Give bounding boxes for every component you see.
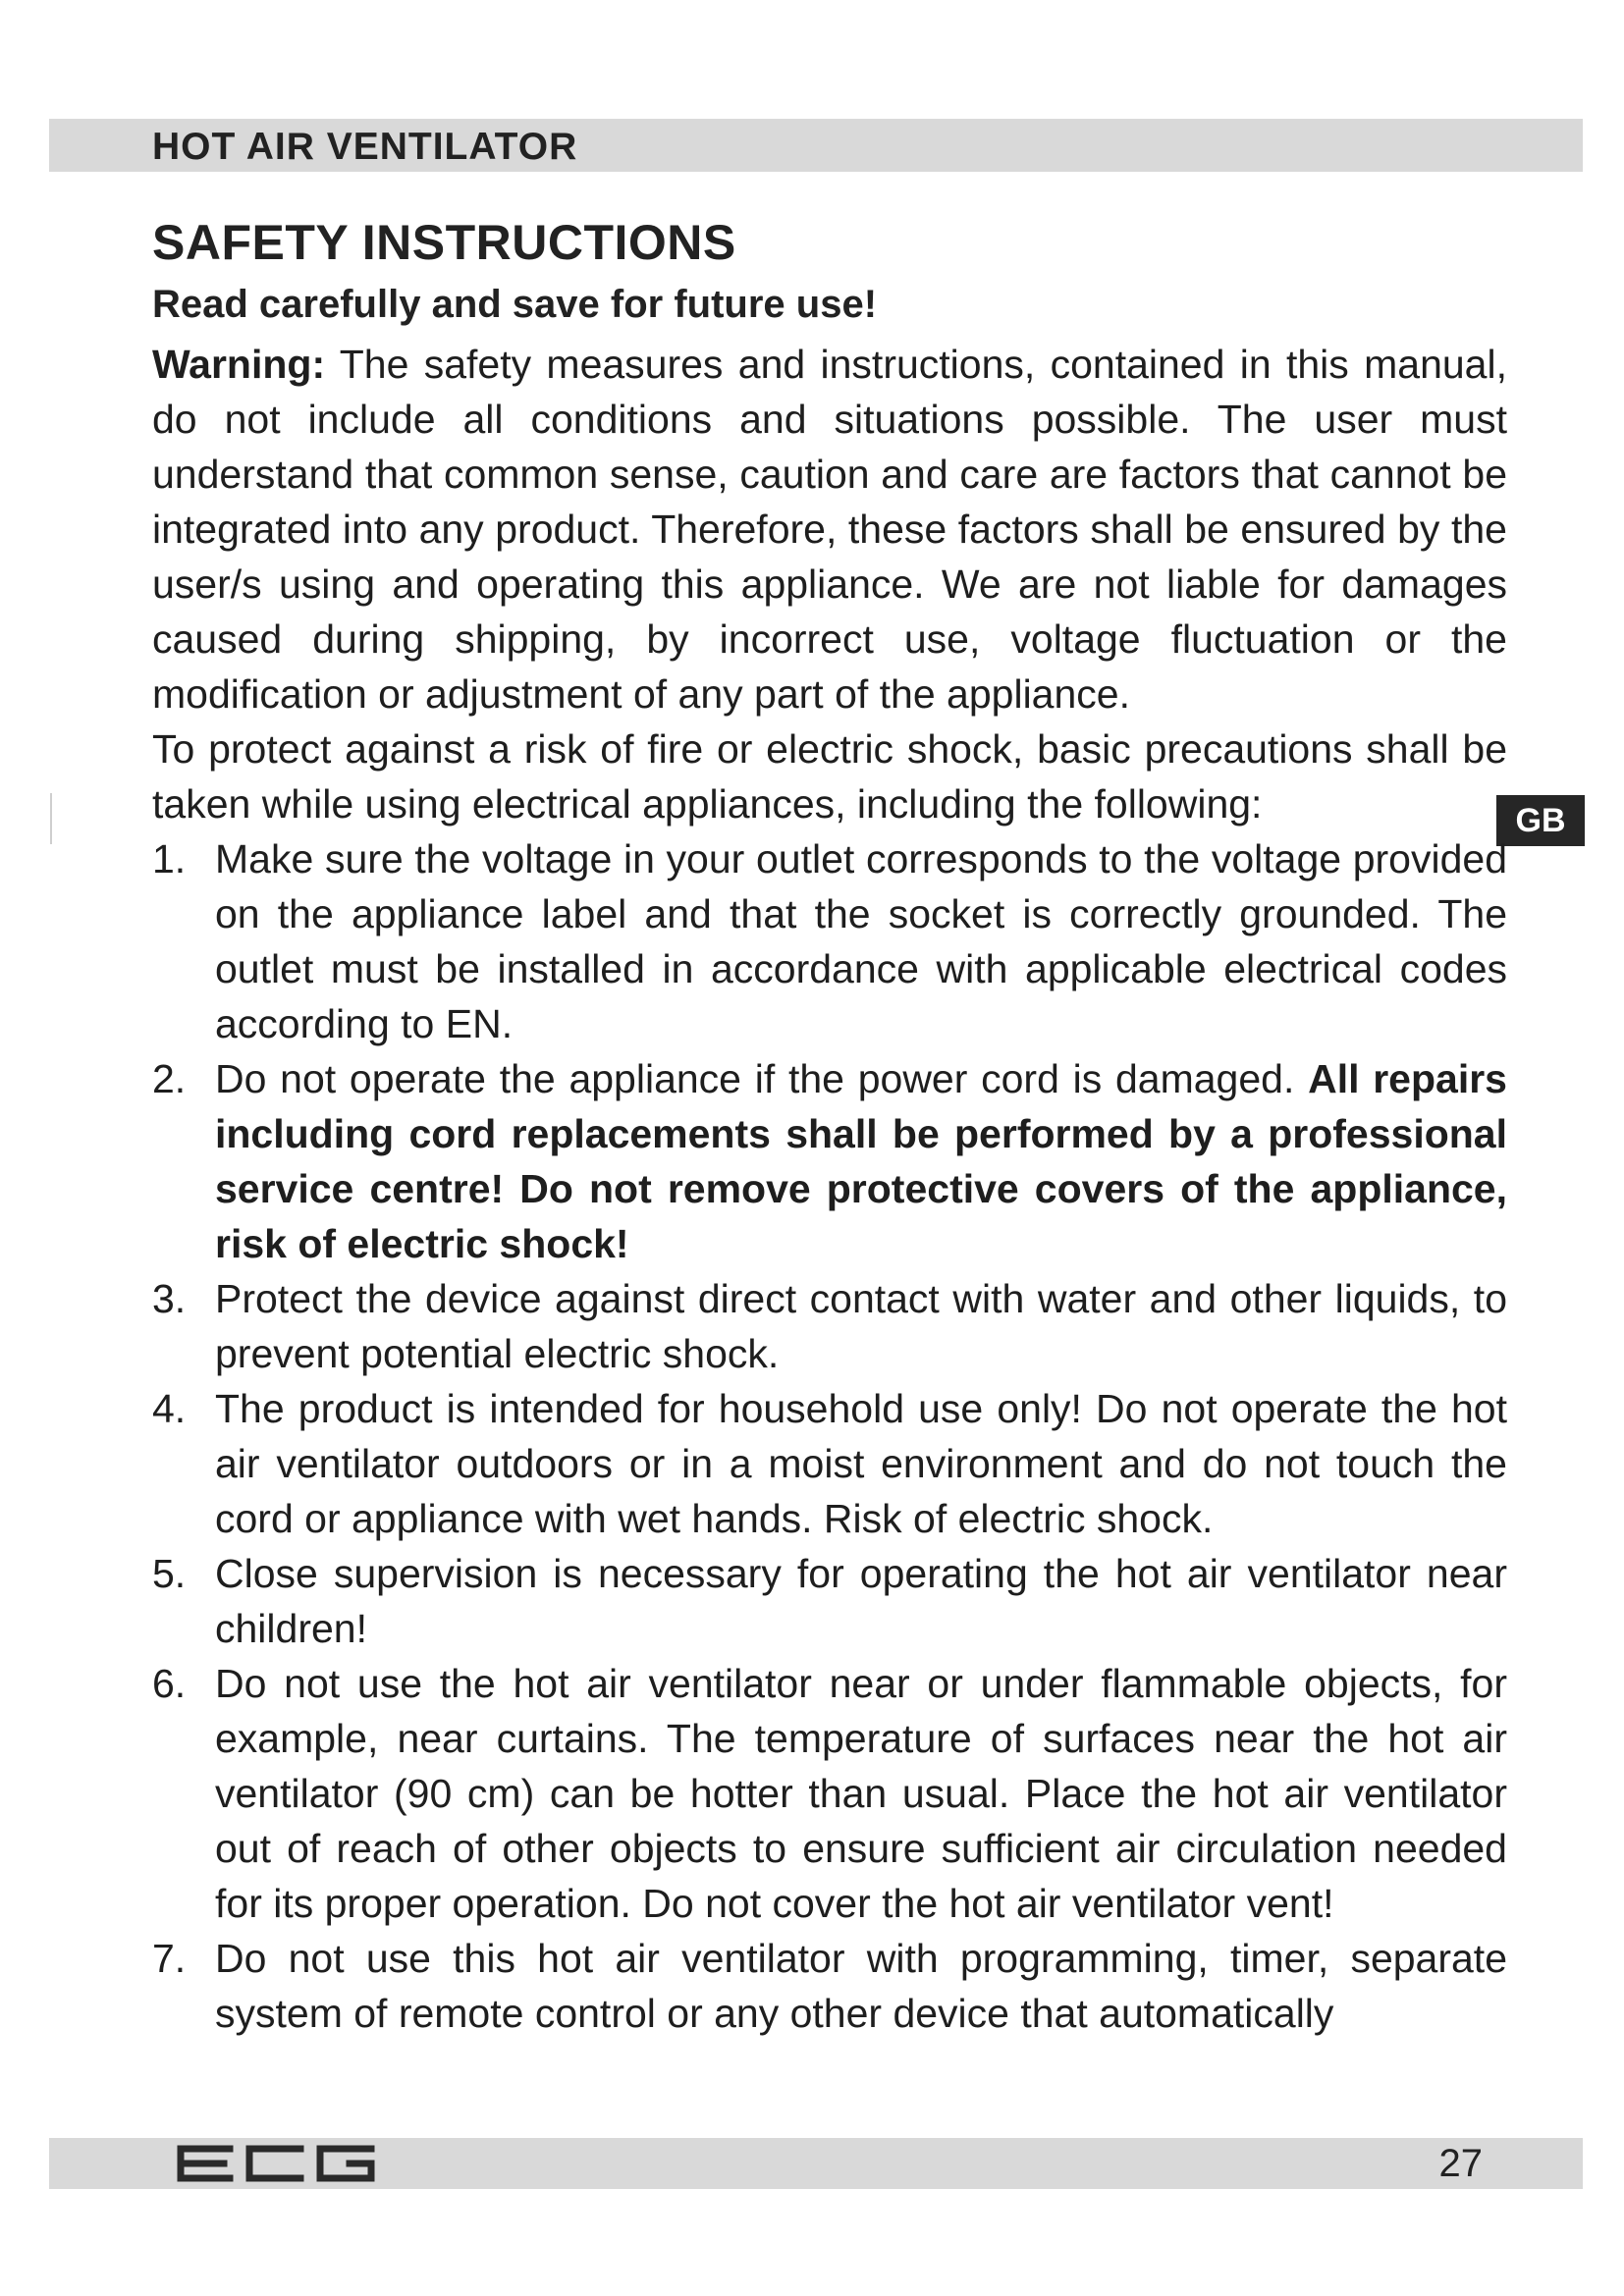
item-number: 3. [152, 1276, 187, 1321]
item-number: 2. [152, 1056, 187, 1101]
ecg-logo [173, 2144, 379, 2183]
header-bar [49, 119, 1583, 172]
item-text: Protect the device against direct contact with water and other liquids, to prevent potential electric shock. [215, 1276, 1507, 1376]
item-number: 7. [152, 1936, 187, 1981]
header-title: HOT AIR VENTILATOR [152, 126, 578, 168]
item-number: 5. [152, 1551, 187, 1596]
item-text: The product is intended for household use only! Do not operate the hot air ventilator outdoors or in a moist environment and do not touch the cord or appliance with wet hands. Risk of electric shock. [215, 1386, 1507, 1541]
warning-paragraph [152, 337, 1507, 721]
item-text: Close supervision is necessary for operating the hot air ventilator near children! [215, 1551, 1507, 1651]
content [152, 214, 1507, 2041]
margin-mark [50, 793, 52, 844]
warning-text: The safety measures and instructions, contained in this manual, do not include all conditions and situations possible. The user must understand that common sense, caution and care are factors that cannot be integrated into any product. Therefore, these factors shall be ensured by the user/s using and operating this appliance. We are not liable for damages caused during shipping, by incorrect use, voltage fluctuation or the modification or adjustment of any part of the appliance. [152, 342, 1507, 717]
item-text: Do not use the hot air ventilator near or under flammable objects, for example, near curtains. The temperature of surfaces near the hot air ventilator (90 cm) can be hotter than usual. Place the hot air ventilator out of reach of other objects to ensure sufficient air circulation needed for its proper operation. Do not cover the hot air ventilator vent! [215, 1661, 1507, 1926]
item-number: 4. [152, 1386, 187, 1431]
page-number: 27 [1438, 2142, 1483, 2185]
list-item [152, 1271, 1507, 1381]
language-tab-gb: GB [1496, 795, 1585, 846]
item-number: 6. [152, 1661, 187, 1706]
list-item [152, 1656, 1507, 1931]
warning-label: Warning: [152, 342, 326, 387]
section-subtitle: Read carefully and save for future use! [152, 283, 878, 326]
safety-list [152, 831, 1507, 2041]
list-item [152, 1546, 1507, 1656]
intro-paragraph: To protect against a risk of fire or electric shock, basic precautions shall be taken while using electrical appliances, including the following: [152, 726, 1507, 827]
item-text: Do not use this hot air ventilator with programming, timer, separate system of remote control or any other device that automatically [215, 1936, 1507, 2036]
footer-bar [49, 2138, 1583, 2189]
list-item [152, 1931, 1507, 2041]
item-text: Make sure the voltage in your outlet corresponds to the voltage provided on the appliance label and that the socket is correctly grounded. The outlet must be installed in accordance with applicable electrical codes according to EN. [215, 836, 1507, 1046]
list-item [152, 1381, 1507, 1546]
item-number: 1. [152, 836, 187, 881]
item-text: Do not operate the appliance if the power cord is damaged. [215, 1056, 1309, 1101]
list-item [152, 831, 1507, 1051]
item-bold-text: All repairs including cord replacements shall be performed by a professional service centre! Do not remove protective covers of the appliance, risk of electric shock! [215, 1056, 1507, 1266]
list-item [152, 1051, 1507, 1271]
section-title: SAFETY INSTRUCTIONS [152, 215, 736, 270]
